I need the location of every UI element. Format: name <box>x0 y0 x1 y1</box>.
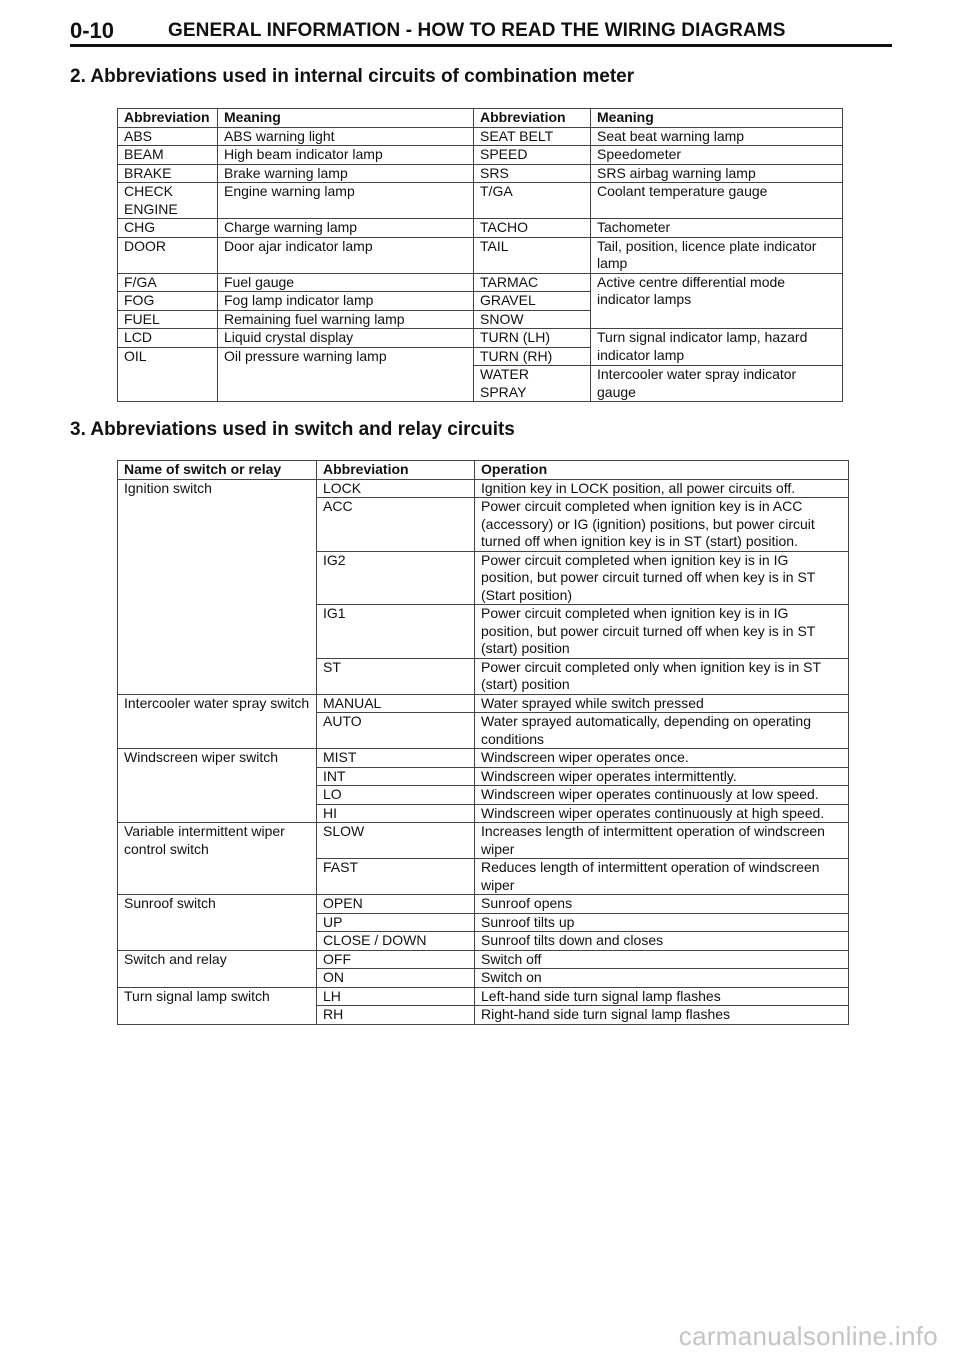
switch-name-cell: Ignition switch <box>118 479 317 694</box>
column-header: Abbreviation <box>474 109 591 128</box>
table-row <box>118 219 843 238</box>
abbreviation-cell: LO <box>317 786 475 805</box>
abbreviation-cell: F/GA <box>118 273 218 292</box>
operation-cell: Power circuit completed when ignition key is in IG position, but power circuit turned off when key is in ST (start) position <box>475 605 849 659</box>
abbreviation-cell: LCD <box>118 329 218 348</box>
abbreviation-cell: GRAVEL <box>474 292 591 311</box>
switch-name-cell: Windscreen wiper switch <box>118 749 317 823</box>
operation-cell: Sunroof opens <box>475 895 849 914</box>
abbreviation-cell: TAIL <box>474 237 591 273</box>
abbreviation-cell: SNOW <box>474 310 591 329</box>
operation-cell: Windscreen wiper operates continuously at low speed. <box>475 786 849 805</box>
switch-name-cell: Sunroof switch <box>118 895 317 951</box>
meaning-cell: Coolant temperature gauge <box>591 183 843 219</box>
operation-cell: Water sprayed automatically, depending on operating conditions <box>475 713 849 749</box>
abbreviation-cell: MANUAL <box>317 694 475 713</box>
abbreviation-cell: ON <box>317 969 475 988</box>
meaning-cell: Charge warning lamp <box>218 219 474 238</box>
meaning-cell: Intercooler water spray indicator gauge <box>591 366 843 402</box>
operation-cell: Left-hand side turn signal lamp flashes <box>475 987 849 1006</box>
table-row <box>118 895 849 914</box>
abbreviation-cell: OFF <box>317 950 475 969</box>
abbreviation-cell: LOCK <box>317 479 475 498</box>
table-row <box>118 329 843 348</box>
abbreviation-cell: TURN (RH) <box>474 347 591 366</box>
operation-cell: Sunroof tilts up <box>475 913 849 932</box>
page-number: 0-10 <box>70 18 115 43</box>
abbreviation-cell: FUEL <box>118 310 218 329</box>
table-row <box>118 237 843 273</box>
operation-cell: Switch on <box>475 969 849 988</box>
column-header: Abbreviation <box>317 461 475 480</box>
table-row <box>118 694 849 713</box>
operation-cell: Reduces length of intermittent operation of windscreen wiper <box>475 859 849 895</box>
abbreviation-cell: BEAM <box>118 146 218 165</box>
operation-cell: Power circuit completed when ignition key is in ACC (accessory) or IG (ignition) positions, but power circuit turned off when ignition key is in ST (start) position. <box>475 498 849 552</box>
abbreviation-cell: IG1 <box>317 605 475 659</box>
meaning-cell: Seat beat warning lamp <box>591 127 843 146</box>
abbreviation-cell: MIST <box>317 749 475 768</box>
abbreviation-cell: TARMAC <box>474 273 591 292</box>
meaning-cell: Tachometer <box>591 219 843 238</box>
operation-cell: Sunroof tilts down and closes <box>475 932 849 951</box>
abbreviation-cell: CHECK ENGINE <box>118 183 218 219</box>
abbreviation-cell: T/GA <box>474 183 591 219</box>
abbreviation-cell: OIL <box>118 347 218 402</box>
abbreviation-cell: SEAT BELT <box>474 127 591 146</box>
operation-cell: Increases length of intermittent operation of windscreen wiper <box>475 823 849 859</box>
operation-cell: Water sprayed while switch pressed <box>475 694 849 713</box>
table-row <box>118 987 849 1006</box>
abbreviation-cell: IG2 <box>317 551 475 605</box>
section-3-heading: 3. Abbreviations used in switch and relay circuits <box>70 419 515 440</box>
abbreviation-cell: HI <box>317 804 475 823</box>
abbreviation-cell: INT <box>317 767 475 786</box>
abbreviation-cell: ABS <box>118 127 218 146</box>
meaning-cell: Tail, position, licence plate indicator lamp <box>591 237 843 273</box>
operation-cell: Power circuit completed only when ignition key is in ST (start) position <box>475 658 849 694</box>
abbreviation-cell: FAST <box>317 859 475 895</box>
page-title: GENERAL INFORMATION - HOW TO READ THE WIRING DIAGRAMS <box>168 20 786 41</box>
page-header <box>70 18 892 47</box>
table-row <box>118 273 843 292</box>
meaning-cell: Door ajar indicator lamp <box>218 237 474 273</box>
meaning-cell: Engine warning lamp <box>218 183 474 219</box>
switch-name-cell: Turn signal lamp switch <box>118 987 317 1024</box>
meaning-cell: Speedometer <box>591 146 843 165</box>
abbreviation-cell: CHG <box>118 219 218 238</box>
abbreviation-cell: TACHO <box>474 219 591 238</box>
operation-cell: Ignition key in LOCK position, all power circuits off. <box>475 479 849 498</box>
meaning-cell: SRS airbag warning lamp <box>591 164 843 183</box>
meaning-cell: Oil pressure warning lamp <box>218 347 474 402</box>
table-row <box>118 127 843 146</box>
meaning-cell: Brake warning lamp <box>218 164 474 183</box>
column-header: Name of switch or relay <box>118 461 317 480</box>
abbreviation-cell: SPEED <box>474 146 591 165</box>
combination-meter-abbreviation-table <box>117 108 843 402</box>
table-row <box>118 479 849 498</box>
table-header-row <box>118 461 849 480</box>
column-header: Meaning <box>591 109 843 128</box>
abbreviation-cell: OPEN <box>317 895 475 914</box>
table-row <box>118 749 849 768</box>
operation-cell: Right-hand side turn signal lamp flashes <box>475 1006 849 1025</box>
meaning-cell: Fog lamp indicator lamp <box>218 292 474 311</box>
operation-cell: Power circuit completed when ignition key is in IG position, but power circuit turned off when key is in ST (Start position) <box>475 551 849 605</box>
abbreviation-cell: RH <box>317 1006 475 1025</box>
section-2-heading: 2. Abbreviations used in internal circuits of combination meter <box>70 66 635 87</box>
operation-cell: Switch off <box>475 950 849 969</box>
meaning-cell: Active centre differential mode indicator lamps <box>591 273 843 329</box>
meaning-cell: Remaining fuel warning lamp <box>218 310 474 329</box>
abbreviation-cell: TURN (LH) <box>474 329 591 348</box>
table-header-row <box>118 109 843 128</box>
table-row <box>118 146 843 165</box>
operation-cell: Windscreen wiper operates intermittently. <box>475 767 849 786</box>
abbreviation-cell: SRS <box>474 164 591 183</box>
meaning-cell: Turn signal indicator lamp, hazard indicator lamp <box>591 329 843 366</box>
switch-name-cell: Switch and relay <box>118 950 317 987</box>
abbreviation-cell: LH <box>317 987 475 1006</box>
switch-relay-abbreviation-table <box>117 460 849 1025</box>
abbreviation-cell: CLOSE / DOWN <box>317 932 475 951</box>
operation-cell: Windscreen wiper operates continuously at high speed. <box>475 804 849 823</box>
column-header: Abbreviation <box>118 109 218 128</box>
table-row <box>118 183 843 219</box>
abbreviation-cell: ST <box>317 658 475 694</box>
column-header: Meaning <box>218 109 474 128</box>
abbreviation-cell: WATER SPRAY <box>474 366 591 402</box>
abbreviation-cell: FOG <box>118 292 218 311</box>
site-watermark: carmanualsonline.info <box>678 1321 938 1351</box>
switch-name-cell: Variable intermittent wiper control switch <box>118 823 317 895</box>
table-row <box>118 164 843 183</box>
meaning-cell: Fuel gauge <box>218 273 474 292</box>
table-row <box>118 823 849 859</box>
abbreviation-cell: UP <box>317 913 475 932</box>
switch-name-cell: Intercooler water spray switch <box>118 694 317 749</box>
abbreviation-cell: AUTO <box>317 713 475 749</box>
meaning-cell: Liquid crystal display <box>218 329 474 348</box>
column-header: Operation <box>475 461 849 480</box>
meaning-cell: High beam indicator lamp <box>218 146 474 165</box>
meaning-cell: ABS warning light <box>218 127 474 146</box>
table-row <box>118 950 849 969</box>
abbreviation-cell: DOOR <box>118 237 218 273</box>
abbreviation-cell: SLOW <box>317 823 475 859</box>
abbreviation-cell: ACC <box>317 498 475 552</box>
abbreviation-cell: BRAKE <box>118 164 218 183</box>
operation-cell: Windscreen wiper operates once. <box>475 749 849 768</box>
